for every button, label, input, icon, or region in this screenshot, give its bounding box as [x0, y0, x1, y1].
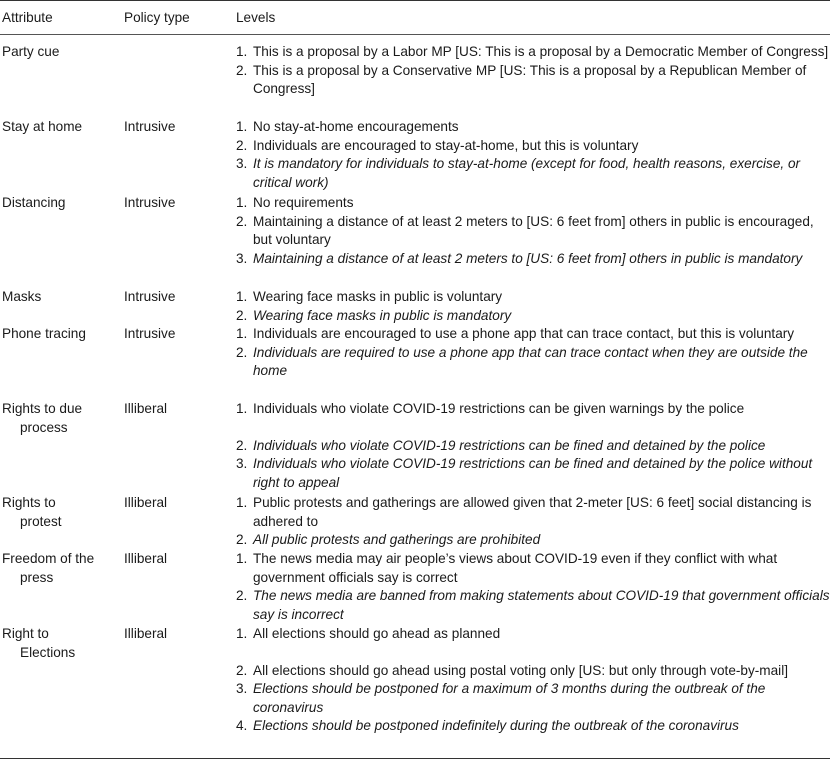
level-text: It is mandatory for individuals to stay-at-home (except for food, health reasons, exercise, or critical work): [253, 156, 801, 190]
level-text: The news media are banned from making statements about COVID-19 that government officials say is incorrect: [253, 588, 830, 622]
levels-cell: [236, 625, 830, 736]
policy-type-cell: Illiberal: [124, 551, 168, 566]
attribute-label: Rights to: [2, 495, 56, 510]
levels-cell: [236, 400, 830, 492]
level-item: [236, 250, 830, 269]
level-item: [236, 213, 830, 250]
level-item: [236, 118, 830, 137]
level-number: 2.: [236, 532, 248, 548]
level-item: [236, 194, 830, 213]
level-text: The news media may air people’s views about COVID-19 even if they conflict with what government officials say is correct: [253, 551, 778, 585]
attribute-cell: [2, 194, 120, 213]
level-text: Maintaining a distance of at least 2 meters to [US: 6 feet from] others in public is mandatory: [253, 250, 803, 266]
level-text: All public protests and gatherings are prohibited: [253, 532, 541, 548]
levels-cell: [236, 118, 830, 192]
level-number: 1.: [236, 289, 248, 304]
attribute-label: Stay at home: [2, 119, 83, 134]
level-text: Elections should be postponed indefinitely during the outbreak of the coronavirus: [253, 718, 739, 734]
policy-type-cell: Illiberal: [124, 401, 168, 416]
level-number: 1.: [236, 401, 248, 416]
level-item: [236, 288, 830, 307]
level-item: [236, 550, 830, 587]
level-text: Individuals who violate COVID-19 restrictions can be fined and detained by the police without right to appeal: [253, 456, 813, 490]
attribute-label: press: [20, 569, 54, 585]
level-text: All elections should go ahead as planned: [253, 626, 501, 641]
attribute-label: process: [20, 419, 68, 435]
level-number: 1.: [236, 495, 248, 510]
level-number: 1.: [236, 44, 248, 59]
level-item: [236, 325, 830, 344]
header-levels: Levels: [236, 10, 276, 25]
level-text: No requirements: [253, 195, 354, 210]
level-text: Elections should be postponed for a maximum of 3 months during the outbreak of the coronavirus: [253, 681, 766, 715]
level-number: 3.: [236, 156, 248, 172]
attribute-label: Masks: [2, 289, 42, 304]
level-number: 1.: [236, 551, 248, 566]
attribute-label: Phone tracing: [2, 326, 86, 341]
level-item: [236, 587, 830, 624]
levels-cell: [236, 194, 830, 268]
levels-cell: [236, 494, 830, 550]
attribute-cell: [2, 43, 120, 62]
level-number: 3.: [236, 456, 248, 472]
attribute-cell: [2, 288, 120, 307]
level-text: Individuals who violate COVID-19 restrictions can be fined and detained by the police: [253, 437, 766, 453]
attribute-label: Party cue: [2, 44, 60, 59]
levels-cell: [236, 550, 830, 624]
attribute-cell: [2, 625, 120, 662]
policy-type-cell: Intrusive: [124, 119, 176, 134]
level-item: [236, 680, 830, 717]
header-policy-type: Policy type: [124, 10, 190, 25]
level-number: 2.: [236, 137, 248, 153]
level-text: This is a proposal by a Labor MP [US: This is a proposal by a Democratic Member of Congress]: [253, 44, 829, 59]
level-number: 1.: [236, 326, 248, 341]
attribute-label: Distancing: [2, 195, 66, 210]
attribute-cell: [2, 325, 120, 344]
policy-type-cell: Illiberal: [124, 626, 168, 641]
policy-type-cell: Intrusive: [124, 326, 176, 341]
level-number: 2.: [236, 213, 248, 229]
level-number: 1.: [236, 626, 248, 641]
attribute-label: Right to: [2, 626, 49, 641]
attribute-cell: [2, 550, 120, 587]
level-number: 3.: [236, 681, 248, 697]
policy-type-cell: Intrusive: [124, 289, 176, 304]
level-number: 2.: [236, 662, 248, 678]
level-item: [236, 62, 830, 99]
level-text: No stay-at-home encouragements: [253, 119, 459, 134]
attribute-label: Rights to due: [2, 401, 83, 416]
level-number: 1.: [236, 119, 248, 134]
levels-cell: [236, 325, 830, 381]
attribute-label: protest: [20, 513, 62, 529]
levels-cell: [236, 288, 830, 325]
level-number: 2.: [236, 62, 248, 78]
level-number: 1.: [236, 195, 248, 210]
policy-type-cell: Illiberal: [124, 495, 168, 510]
attribute-label: Elections: [20, 644, 76, 660]
level-item: [236, 662, 830, 681]
level-text: Maintaining a distance of at least 2 meters to [US: 6 feet from] others in public is encouraged, but voluntary: [253, 213, 814, 248]
header-rule: [0, 34, 830, 35]
level-number: 2.: [236, 437, 248, 453]
level-text: Wearing face masks in public is mandatory: [253, 307, 512, 323]
level-item: [236, 437, 830, 456]
level-item: [236, 155, 830, 192]
level-item: [236, 43, 830, 62]
level-item: [236, 455, 830, 492]
level-item: [236, 625, 830, 644]
level-item: [236, 531, 830, 550]
level-text: Individuals who violate COVID-19 restrictions can be given warnings by the police: [253, 401, 745, 416]
level-item: [236, 494, 830, 531]
level-text: Individuals are required to use a phone app that can trace contact when they are outside the home: [253, 344, 808, 379]
level-text: Individuals are encouraged to use a phone app that can trace contact, but this is voluntary: [253, 326, 795, 341]
level-item: [236, 307, 830, 326]
header-attribute: Attribute: [2, 10, 53, 25]
attribute-label: Freedom of the: [2, 551, 95, 566]
level-text: Individuals are encouraged to stay-at-home, but this is voluntary: [253, 137, 639, 153]
level-text: Public protests and gatherings are allowed given that 2-meter [US: 6 feet] social distancing is adhered to: [253, 495, 812, 529]
table-bottom-rule: [0, 758, 830, 759]
attribute-cell: [2, 400, 120, 437]
level-number: 4.: [236, 718, 248, 734]
level-item: [236, 137, 830, 156]
attribute-cell: [2, 494, 120, 531]
policy-type-cell: Intrusive: [124, 195, 176, 210]
table-top-rule: [0, 0, 830, 1]
level-item: [236, 717, 830, 736]
level-number: 2.: [236, 588, 248, 604]
level-number: 2.: [236, 344, 248, 360]
level-number: 3.: [236, 250, 248, 266]
level-text: Wearing face masks in public is voluntary: [253, 289, 503, 304]
level-number: 2.: [236, 307, 248, 323]
level-item: [236, 400, 830, 419]
levels-cell: [236, 43, 830, 99]
level-text: This is a proposal by a Conservative MP [US: This is a proposal by a Republican Member of Congress]: [253, 62, 807, 97]
level-item: [236, 344, 830, 381]
attribute-cell: [2, 118, 120, 137]
level-text: All elections should go ahead using postal voting only [US: but only through vote-by-mail]: [253, 662, 789, 678]
